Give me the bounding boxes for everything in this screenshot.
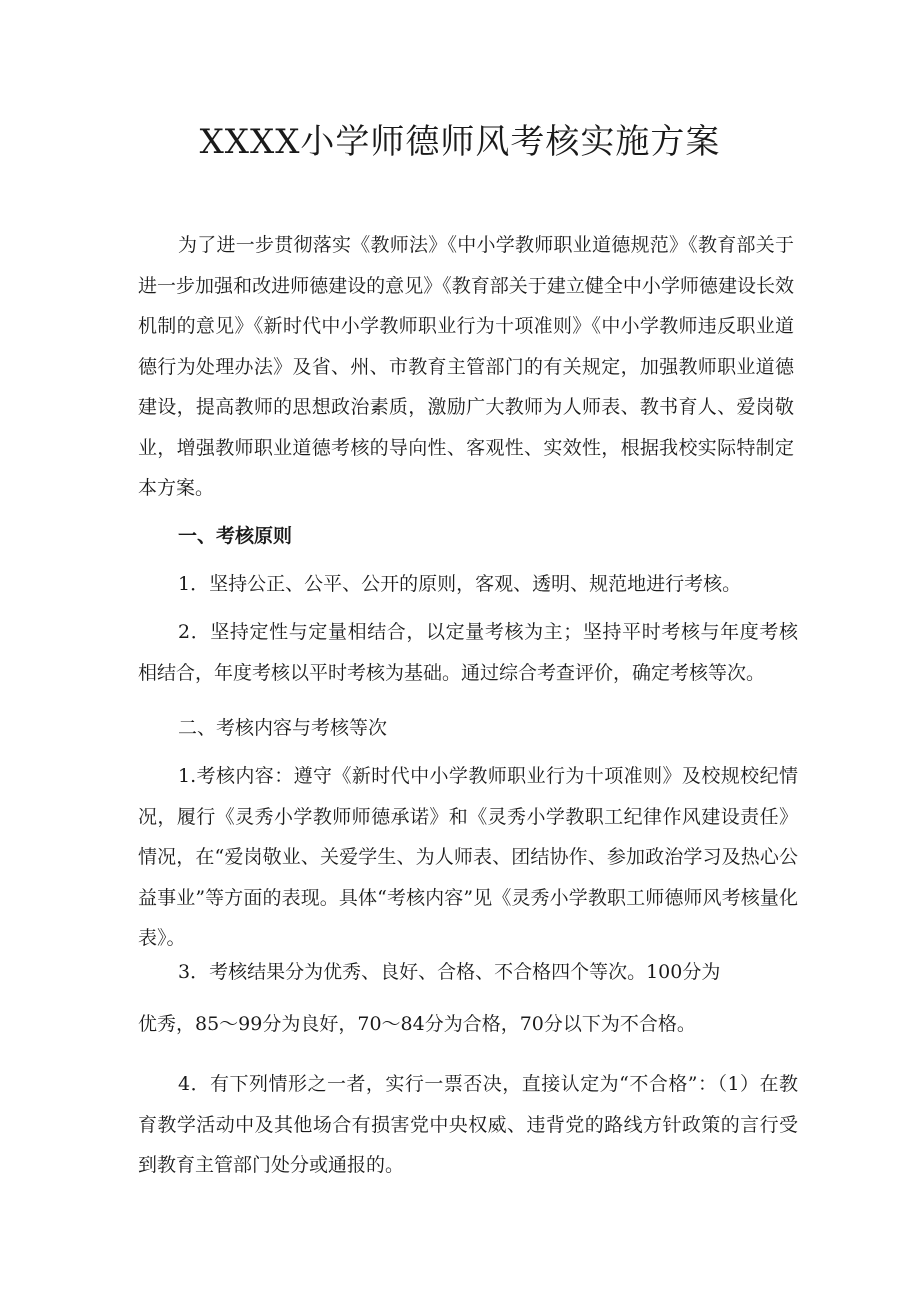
document-title: XXXX小学师德师风考核实施方案 bbox=[199, 122, 721, 162]
section1-heading: 一、考核原则 bbox=[178, 525, 293, 547]
section2-item-3-line2: 优秀，85～99分为良好，70～84分为合格，70分以下为不合格。 bbox=[138, 1013, 696, 1035]
section2-heading: 二、考核内容与考核等次 bbox=[178, 717, 388, 739]
section1-item-2: 2．坚持定性与定量相结合，以定量考核为主；坚持平时考核与年度考核相结合，年度考核以平时考核为基础。通过综合考查评价，确定考核等次。 bbox=[138, 621, 798, 684]
section2-item-1: 1.考核内容：遵守《新时代中小学教师职业行为十项准则》及校规校纪情况，履行《灵秀小学教师师德承诺》和《灵秀小学教职工纪律作风建设责任》情况，在“爱岗敬业、关爱学生、为人师表、团结协作、参加政治学习及热心公益事业”等方面的表现。具体“考核内容”见《灵秀小学教职工师德师风考核量化表》。 bbox=[138, 765, 798, 949]
intro-paragraph: 为了进一步贯彻落实《教师法》《中小学教师职业道德规范》《教育部关于进一步加强和改进师德建设的意见》《教育部关于建立健全中小学师德建设长效机制的意见》《新时代中小学教师职业行为十项准则》《中小学教师违反职业道德行为处理办法》及省、州、市教育主管部门的有关规定，加强教师职业道德建设，提高教师的思想政治素质，激励广大教师为人师表、教书育人、爱岗敬业，增强教师职业道德考核的导向性、客观性、实效性，根据我校实际特制定本方案。 bbox=[138, 234, 794, 499]
section2-item-4: 4．有下列情形之一者，实行一票否决，直接认定为“不合格”：（1）在教育教学活动中及其他场合有损害党中央权威、违背党的路线方针政策的言行受到教育主管部门处分或通报的。 bbox=[138, 1073, 798, 1176]
section2-item-3-line1: 3．考核结果分为优秀、良好、合格、不合格四个等次。100分为 bbox=[178, 961, 721, 983]
section1-item-1: 1．坚持公正、公平、公开的原则，客观、透明、规范地进行考核。 bbox=[178, 573, 742, 595]
